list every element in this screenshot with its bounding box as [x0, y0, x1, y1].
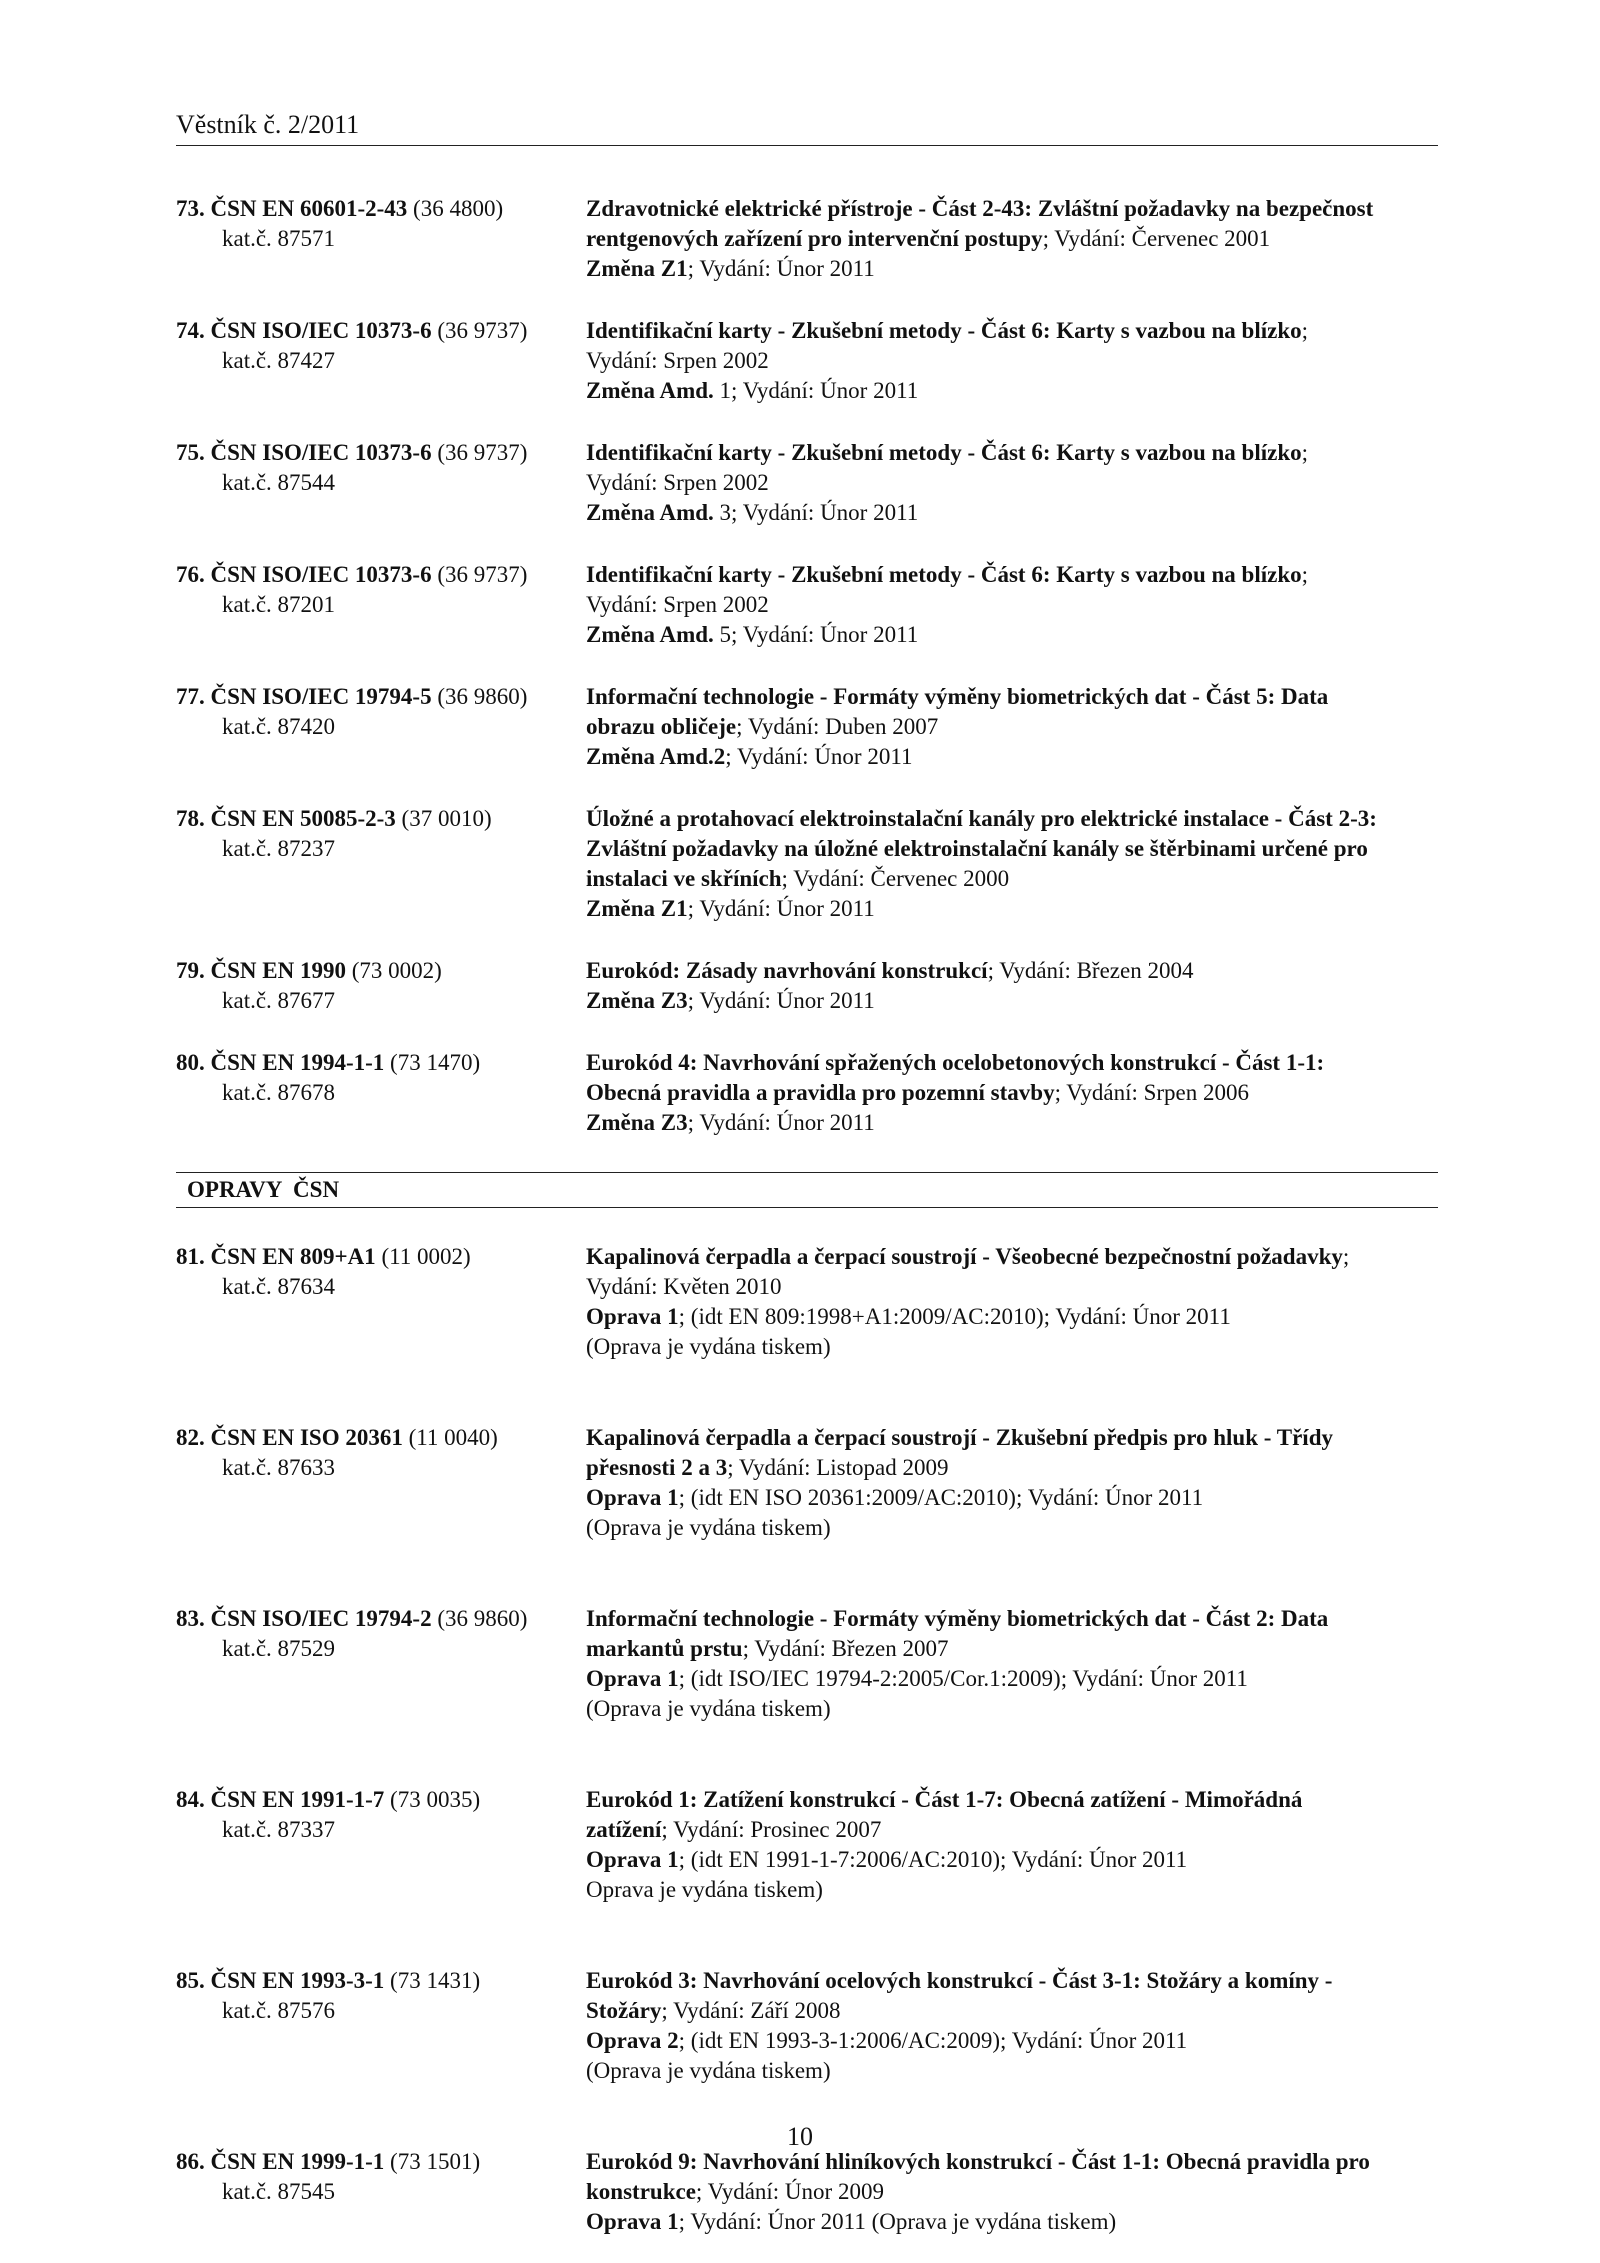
description-line [586, 254, 1438, 284]
classification-code: (36 4800) [413, 196, 504, 221]
entry-number: 73. [176, 196, 205, 221]
bold-text: Zvláštní požadavky na úložné elektroinstalační kanály se štěrbinami určené pro [586, 836, 1368, 861]
bold-text: přesnosti 2 a 3 [586, 1455, 728, 1480]
standard-code: ČSN EN 1990 [210, 958, 346, 983]
catalog-number: kat.č. 87427 [222, 348, 336, 373]
description-line [586, 2177, 1438, 2207]
plain-text: ; (idt EN ISO 20361:2009/AC:2010); Vydání: Únor 2011 [678, 1485, 1204, 1510]
bold-text: Oprava 1 [586, 1847, 679, 1872]
entry-number: 78. [176, 806, 205, 831]
catalog-number: kat.č. 87544 [222, 470, 336, 495]
catalog-number: kat.č. 87420 [222, 714, 336, 739]
bold-text: Obecná pravidla a pravidla pro pozemní stavby [586, 1080, 1055, 1105]
catalog-number: kat.č. 87634 [222, 1274, 336, 1299]
standard-code: ČSN EN 50085-2-3 [210, 806, 396, 831]
plain-text: ; Vydání: Únor 2011 [687, 988, 875, 1013]
bold-text: Eurokód 3: Navrhování ocelových konstrukcí - Část 3-1: Stožáry a komíny - [586, 1968, 1333, 1993]
description-line [586, 712, 1438, 742]
standard-entry [176, 2147, 1438, 2237]
description-line [586, 1108, 1438, 1138]
plain-text: ; Vydání: Duben 2007 [736, 714, 939, 739]
standard-identifier [176, 804, 586, 924]
description-line [586, 682, 1438, 712]
standard-entry [176, 1785, 1438, 1905]
standard-description [586, 1604, 1438, 1724]
standard-code: ČSN ISO/IEC 19794-2 [210, 1606, 432, 1631]
entry-number: 86. [176, 2149, 205, 2174]
bold-text: Eurokód 4: Navrhování spřažených ocelobetonových konstrukcí - Část 1-1: [586, 1050, 1325, 1075]
entry-number: 77. [176, 684, 205, 709]
description-line [586, 1242, 1438, 1272]
catalog-number: kat.č. 87337 [222, 1817, 336, 1842]
plain-text: ; Vydání: Únor 2011 [725, 744, 913, 769]
standard-entry [176, 1423, 1438, 1543]
description-line [586, 560, 1438, 590]
standard-identifier [176, 682, 586, 772]
description-line [586, 1664, 1438, 1694]
classification-code: (11 0002) [381, 1244, 471, 1269]
description-line [586, 590, 1438, 620]
entry-number: 85. [176, 1968, 205, 1993]
plain-text: 3; Vydání: Únor 2011 [719, 500, 919, 525]
bold-text: Oprava 1 [586, 2209, 679, 2234]
entry-number: 81. [176, 1244, 205, 1269]
description-line [586, 1875, 1438, 1905]
description-line [586, 1845, 1438, 1875]
description-line [586, 194, 1438, 224]
plain-text: ; Vydání: Prosinec 2007 [661, 1817, 882, 1842]
plain-text: ; Vydání: Červenec 2001 [1042, 226, 1271, 251]
bold-text: Eurokód 1: Zatížení konstrukcí - Část 1-7: Obecná zatížení - Mimořádná [586, 1787, 1303, 1812]
standard-identifier [176, 956, 586, 1016]
plain-text: ; Vydání: Únor 2011 [687, 896, 875, 921]
standard-description [586, 956, 1438, 1016]
bold-text: Změna Amd. [586, 500, 720, 525]
plain-text: (Oprava je vydána tiskem) [586, 1515, 831, 1540]
standard-identifier [176, 438, 586, 528]
bold-text: Oprava 1 [586, 1304, 679, 1329]
page-header [176, 108, 1438, 146]
catalog-number: kat.č. 87237 [222, 836, 336, 861]
journal-title: Věstník č. 2/2011 [176, 110, 360, 139]
plain-text: 1; Vydání: Únor 2011 [719, 378, 919, 403]
description-line [586, 2026, 1438, 2056]
catalog-number: kat.č. 87678 [222, 1080, 336, 1105]
standard-identifier [176, 194, 586, 284]
description-line [586, 1272, 1438, 1302]
description-line [586, 1785, 1438, 1815]
plain-text: ; Vydání: Srpen 2006 [1054, 1080, 1250, 1105]
entry-number: 74. [176, 318, 205, 343]
bold-text: Oprava 2 [586, 2028, 679, 2053]
bold-text: Změna Z3 [586, 988, 688, 1013]
description-line [586, 2207, 1438, 2237]
plain-text: Vydání: Srpen 2002 [586, 592, 769, 617]
plain-text: ; [1301, 318, 1309, 343]
plain-text: ; [1301, 440, 1309, 465]
standard-code: ČSN ISO/IEC 10373-6 [210, 562, 432, 587]
description-line [586, 1966, 1438, 1996]
bold-text: Změna Amd. [586, 378, 720, 403]
plain-text: ; Vydání: Únor 2011 [687, 256, 875, 281]
bold-text: Stožáry [586, 1998, 662, 2023]
entry-number: 84. [176, 1787, 205, 1812]
description-line [586, 1453, 1438, 1483]
plain-text: ; [1301, 562, 1309, 587]
standard-entry [176, 1604, 1438, 1724]
description-line [586, 1483, 1438, 1513]
bold-text: Úložné a protahovací elektroinstalační kanály pro elektrické instalace - Část 2-3: [586, 806, 1377, 831]
catalog-number: kat.č. 87633 [222, 1455, 336, 1480]
plain-text: 5; Vydání: Únor 2011 [719, 622, 919, 647]
classification-code: (73 1501) [390, 2149, 481, 2174]
description-line [586, 1078, 1438, 1108]
plain-text: (Oprava je vydána tiskem) [586, 1696, 831, 1721]
standard-description [586, 682, 1438, 772]
description-line [586, 1996, 1438, 2026]
description-line [586, 224, 1438, 254]
description-line [586, 742, 1438, 772]
standard-identifier [176, 1785, 586, 1905]
page-footer [0, 2120, 1600, 2154]
description-line [586, 864, 1438, 894]
plain-text: Vydání: Srpen 2002 [586, 348, 769, 373]
catalog-number: kat.č. 87201 [222, 592, 336, 617]
standard-entry [176, 1242, 1438, 1362]
standard-entry [176, 682, 1438, 772]
catalog-number: kat.č. 87677 [222, 988, 336, 1013]
plain-text: ; Vydání: Únor 2011 (Oprava je vydána tiskem) [678, 2209, 1117, 2234]
entry-number: 76. [176, 562, 205, 587]
plain-text: ; Vydání: Březen 2007 [742, 1636, 949, 1661]
description-line [586, 2056, 1438, 2086]
plain-text: ; Vydání: Září 2008 [661, 1998, 841, 2023]
description-line [586, 438, 1438, 468]
amendments-list [176, 194, 1438, 1138]
classification-code: (36 9737) [437, 318, 528, 343]
standard-entry [176, 194, 1438, 284]
bold-text: Změna Amd. [586, 622, 720, 647]
plain-text: (Oprava je vydána tiskem) [586, 2058, 831, 2083]
classification-code: (73 1431) [390, 1968, 481, 1993]
standard-identifier [176, 1048, 586, 1138]
plain-text: ; Vydání: Únor 2011 [687, 1110, 875, 1135]
standard-code: ČSN EN 60601-2-43 [210, 196, 408, 221]
description-line [586, 1513, 1438, 1543]
standard-identifier [176, 1242, 586, 1362]
description-line [586, 986, 1438, 1016]
description-line [586, 316, 1438, 346]
bold-text: Kapalinová čerpadla a čerpací soustrojí - Všeobecné bezpečnostní požadavky [586, 1244, 1343, 1269]
catalog-number: kat.č. 87571 [222, 226, 336, 251]
classification-code: (11 0040) [408, 1425, 498, 1450]
standard-entry [176, 560, 1438, 650]
standard-description [586, 2147, 1438, 2237]
bold-text: Eurokód 9: Navrhování hliníkových konstrukcí - Část 1-1: Obecná pravidla pro [586, 2149, 1370, 2174]
classification-code: (37 0010) [401, 806, 492, 831]
standard-description [586, 560, 1438, 650]
classification-code: (36 9860) [437, 684, 528, 709]
bold-text: Informační technologie - Formáty výměny biometrických dat - Část 5: Data [586, 684, 1329, 709]
standard-identifier [176, 560, 586, 650]
bold-text: Identifikační karty - Zkušební metody - Část 6: Karty s vazbou na blízko [586, 318, 1302, 343]
description-line [586, 1604, 1438, 1634]
description-line [586, 498, 1438, 528]
description-line [586, 1815, 1438, 1845]
plain-text: ; Vydání: Listopad 2009 [727, 1455, 949, 1480]
classification-code: (36 9860) [437, 1606, 528, 1631]
standard-code: ČSN EN 1994-1-1 [210, 1050, 385, 1075]
plain-text: ; Vydání: Červenec 2000 [781, 866, 1010, 891]
entry-number: 80. [176, 1050, 205, 1075]
section-heading [176, 1172, 1438, 1208]
description-line [586, 1332, 1438, 1362]
bold-text: rentgenových zařízení pro intervenční postupy [586, 226, 1043, 251]
bold-text: Oprava 1 [586, 1666, 679, 1691]
catalog-number: kat.č. 87576 [222, 1998, 336, 2023]
entry-number: 83. [176, 1606, 205, 1631]
description-line [586, 1302, 1438, 1332]
standard-code: ČSN EN 809+A1 [210, 1244, 376, 1269]
standard-description [586, 1242, 1438, 1362]
plain-text: ; [1342, 1244, 1350, 1269]
plain-text: ; (idt EN 1991-1-7:2006/AC:2010); Vydání: Únor 2011 [678, 1847, 1188, 1872]
standard-description [586, 316, 1438, 406]
standard-entry [176, 956, 1438, 1016]
bold-text: Zdravotnické elektrické přístroje - Část 2-43: Zvláštní požadavky na bezpečnost [586, 196, 1374, 221]
catalog-number: kat.č. 87529 [222, 1636, 336, 1661]
standard-entry [176, 804, 1438, 924]
standard-description [586, 194, 1438, 284]
bold-text: Identifikační karty - Zkušební metody - Část 6: Karty s vazbou na blízko [586, 440, 1302, 465]
standard-entry [176, 438, 1438, 528]
bold-text: Eurokód: Zásady navrhování konstrukcí [586, 958, 988, 983]
plain-text: ; (idt EN 809:1998+A1:2009/AC:2010); Vydání: Únor 2011 [678, 1304, 1231, 1329]
bold-text: konstrukce [586, 2179, 696, 2204]
classification-code: (36 9737) [437, 562, 528, 587]
plain-text: Oprava je vydána tiskem) [586, 1877, 823, 1902]
standard-entry [176, 1048, 1438, 1138]
classification-code: (73 1470) [390, 1050, 481, 1075]
standard-identifier [176, 1423, 586, 1543]
description-line [586, 1048, 1438, 1078]
plain-text: Vydání: Květen 2010 [586, 1274, 782, 1299]
standard-entry [176, 316, 1438, 406]
description-line [586, 1423, 1438, 1453]
description-line [586, 804, 1438, 834]
bold-text: markantů prstu [586, 1636, 743, 1661]
bold-text: Změna Z1 [586, 256, 688, 281]
corrections-list [176, 1242, 1438, 2237]
plain-text: Vydání: Srpen 2002 [586, 470, 769, 495]
plain-text: ; (idt EN 1993-3-1:2006/AC:2009); Vydání: Únor 2011 [678, 2028, 1188, 2053]
description-line [586, 346, 1438, 376]
bold-text: Kapalinová čerpadla a čerpací soustrojí - Zkušební předpis pro hluk - Třídy [586, 1425, 1333, 1450]
description-line [586, 1634, 1438, 1664]
section-title: OPRAVY ČSN [187, 1177, 340, 1202]
standard-description [586, 1048, 1438, 1138]
description-line [586, 956, 1438, 986]
bold-text: instalaci ve skříních [586, 866, 782, 891]
description-line [586, 468, 1438, 498]
entry-number: 75. [176, 440, 205, 465]
description-line [586, 620, 1438, 650]
plain-text: ; (idt ISO/IEC 19794-2:2005/Cor.1:2009); Vydání: Únor 2011 [678, 1666, 1248, 1691]
standard-description [586, 1423, 1438, 1543]
bold-text: Změna Z3 [586, 1110, 688, 1135]
standard-description [586, 438, 1438, 528]
plain-text: ; Vydání: Únor 2009 [695, 2179, 884, 2204]
standard-code: ČSN ISO/IEC 10373-6 [210, 318, 432, 343]
plain-text: (Oprava je vydána tiskem) [586, 1334, 831, 1359]
description-line [586, 834, 1438, 864]
entry-number: 82. [176, 1425, 205, 1450]
classification-code: (36 9737) [437, 440, 528, 465]
standard-code: ČSN EN 1999-1-1 [210, 2149, 385, 2174]
page-number: 10 [787, 2122, 813, 2151]
bold-text: Změna Amd.2 [586, 744, 726, 769]
bold-text: zatížení [586, 1817, 662, 1842]
description-line [586, 376, 1438, 406]
standard-code: ČSN ISO/IEC 10373-6 [210, 440, 432, 465]
bold-text: Oprava 1 [586, 1485, 679, 1510]
standard-description [586, 1785, 1438, 1905]
standard-code: ČSN EN 1993-3-1 [210, 1968, 385, 1993]
entry-number: 79. [176, 958, 205, 983]
bold-text: Informační technologie - Formáty výměny biometrických dat - Část 2: Data [586, 1606, 1329, 1631]
standard-code: ČSN ISO/IEC 19794-5 [210, 684, 432, 709]
bold-text: obrazu obličeje [586, 714, 737, 739]
standard-description [586, 1966, 1438, 2086]
catalog-number: kat.č. 87545 [222, 2179, 336, 2204]
bold-text: Změna Z1 [586, 896, 688, 921]
classification-code: (73 0035) [390, 1787, 481, 1812]
description-line [586, 1694, 1438, 1724]
bold-text: Identifikační karty - Zkušební metody - Část 6: Karty s vazbou na blízko [586, 562, 1302, 587]
classification-code: (73 0002) [351, 958, 442, 983]
plain-text: ; Vydání: Březen 2004 [987, 958, 1194, 983]
standard-identifier [176, 1966, 586, 2086]
standard-identifier [176, 1604, 586, 1724]
standard-description [586, 804, 1438, 924]
standard-identifier [176, 316, 586, 406]
description-line [586, 894, 1438, 924]
standard-entry [176, 1966, 1438, 2086]
standard-code: ČSN EN 1991-1-7 [210, 1787, 385, 1812]
standard-code: ČSN EN ISO 20361 [210, 1425, 403, 1450]
standard-identifier [176, 2147, 586, 2237]
